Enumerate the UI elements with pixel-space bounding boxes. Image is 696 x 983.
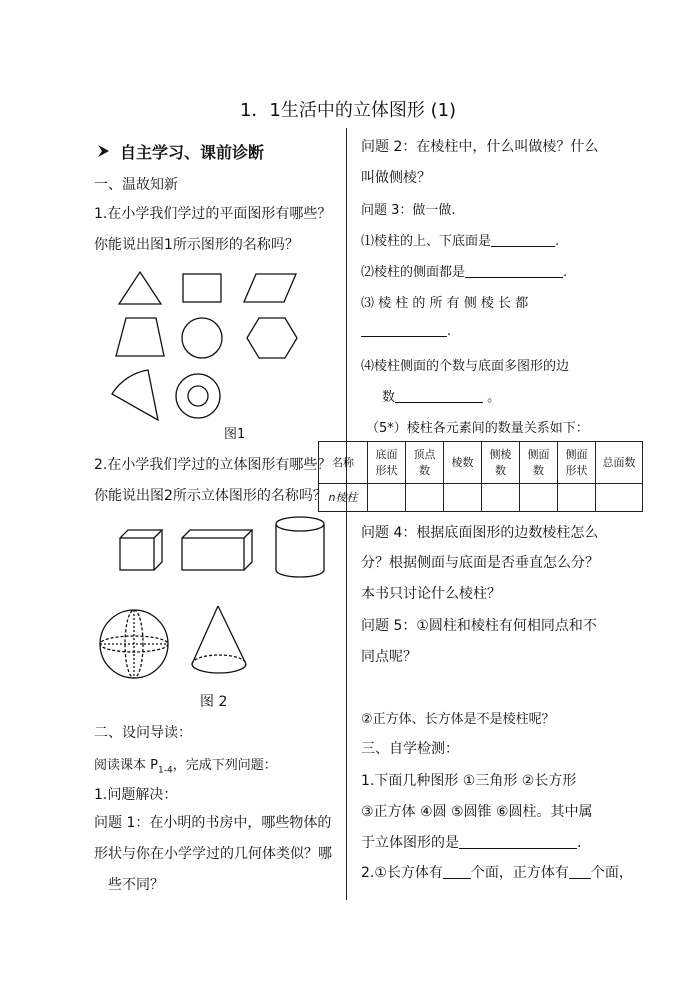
- page-title: 1．1生活中的立体图形 (1): [239, 100, 457, 121]
- problem-2-line1: 问题 2：在棱柱中，什么叫做棱？什么: [361, 139, 599, 155]
- table-header-cell: 名称: [319, 442, 368, 484]
- cube-solid: [120, 530, 162, 570]
- problem-4-line3: 本书只讨论什么棱柱？: [361, 586, 501, 602]
- cylinder-solid: [276, 517, 324, 577]
- subheading-review: 一、温故知新: [94, 177, 178, 193]
- subheading-self-check: 三、自学检测：: [361, 741, 459, 757]
- figure-1-caption: 图1: [224, 427, 246, 442]
- check-1-line3: 于立体图形的是 .: [361, 835, 582, 851]
- cuboid-solid: [182, 530, 252, 570]
- problem-1-line1: 问题 1：在小明的书房中，哪些物体的: [94, 815, 332, 831]
- table-cell[interactable]: [520, 484, 558, 512]
- question-1-line1: 1.在小学我们学过的平面图形有哪些？: [94, 206, 332, 222]
- figure-2-solid-shapes: [96, 512, 336, 691]
- hexagon-shape: [247, 318, 297, 358]
- answer-blank[interactable]: [459, 834, 577, 849]
- item-3: ⑶ 棱 柱 的 所 有 侧 棱 长 都: [361, 296, 529, 311]
- problem-1-line2: 形状与你在小学学过的几何体类似？哪: [94, 846, 332, 862]
- problem-4-line1: 问题 4：根据底面图形的边数棱柱怎么: [361, 525, 599, 541]
- item-4-line2: 数 。: [382, 390, 501, 405]
- table-cell[interactable]: [558, 484, 596, 512]
- problem-4-line2: 分？根据侧面与底面是否垂直怎么分？: [361, 555, 599, 571]
- parallelogram-shape: [244, 274, 296, 302]
- triangle-shape: [119, 272, 161, 304]
- problem-1-line3: 些不同？: [108, 877, 164, 893]
- item-2: ⑵棱柱的侧面都是 .: [361, 265, 568, 280]
- problem-solving-label: 1.问题解决：: [94, 787, 178, 803]
- answer-blank[interactable]: [395, 388, 483, 403]
- figure-2-caption: 图 2: [200, 694, 228, 710]
- cone-solid: [192, 606, 246, 673]
- trapezoid-shape: [116, 318, 164, 356]
- table-cell[interactable]: [444, 484, 482, 512]
- problem-5-question-2: ②正方体、长方体是不是棱柱呢？: [361, 712, 555, 727]
- table-cell[interactable]: [368, 484, 406, 512]
- answer-blank[interactable]: [361, 322, 447, 337]
- table-row-label: n棱柱: [319, 484, 368, 512]
- table-header-row: [319, 442, 643, 484]
- prism-elements-table: [318, 441, 643, 512]
- item-1: ⑴棱柱的上、下底面是 .: [361, 234, 560, 249]
- sector-shape: [112, 370, 158, 420]
- answer-blank[interactable]: [465, 263, 563, 278]
- table-header-cell: 侧面 形状: [558, 442, 596, 484]
- answer-blank[interactable]: [443, 864, 471, 879]
- ring-outer-shape: [176, 374, 220, 418]
- answer-blank[interactable]: [491, 232, 555, 247]
- check-1-line1: 1.下面几种图形 ①三角形 ②长方形: [361, 773, 577, 789]
- item-5: （5*）棱柱各元素间的数量关系如下：: [366, 421, 589, 436]
- table-header-cell: 棱数: [444, 442, 482, 484]
- table-header-cell: 总面数: [596, 442, 643, 484]
- circle-shape: [182, 318, 222, 358]
- table-header-cell: 侧棱 数: [482, 442, 520, 484]
- column-divider: [346, 128, 347, 900]
- rectangle-shape: [183, 274, 221, 302]
- answer-blank[interactable]: [569, 864, 591, 879]
- item-3-blank-line: .: [361, 322, 451, 339]
- item-4-line1: ⑷棱柱侧面的个数与底面多图形的边: [361, 359, 570, 374]
- problem-3: 问题 3：做一做.: [361, 203, 456, 218]
- problem-2-line2: 叫做侧棱？: [361, 170, 431, 186]
- table-row: [319, 484, 643, 512]
- table-header-cell: 侧面 数: [520, 442, 558, 484]
- table-cell[interactable]: [596, 484, 643, 512]
- table-header-cell: 底面 形状: [368, 442, 406, 484]
- subheading-guided: 二、设问导读：: [94, 725, 192, 741]
- problem-5-line1: 问题 5：①圆柱和棱柱有何相同点和不: [361, 618, 597, 634]
- figure-1-plane-shapes: [100, 262, 310, 436]
- question-1-line2: 你能说出图1所示图形的名称吗？: [94, 237, 299, 253]
- table-cell[interactable]: [482, 484, 520, 512]
- section-heading-self-study: 自主学习、课前诊断: [96, 140, 264, 163]
- table-cell[interactable]: [406, 484, 444, 512]
- arrow-bullet-icon: [96, 143, 110, 162]
- check-1-line2: ③正方体 ④圆 ⑤圆锥 ⑥圆柱。其中属: [361, 804, 593, 820]
- ring-inner-shape: [188, 386, 208, 406]
- question-2-line1: 2.在小学我们学过的立体图形有哪些？: [94, 457, 332, 473]
- sphere-solid: [100, 610, 168, 678]
- reading-instruction: 阅读课本 $P_{1-4}$，完成下列问题：: [94, 758, 277, 776]
- question-2-line2: 你能说出图2所示立体图形的名称吗？: [94, 488, 327, 504]
- problem-5-line2: 同点呢？: [361, 649, 417, 665]
- table-header-cell: 顶点 数: [406, 442, 444, 484]
- check-2: 2.①长方体有 个面，正方体有 个面，: [361, 865, 633, 881]
